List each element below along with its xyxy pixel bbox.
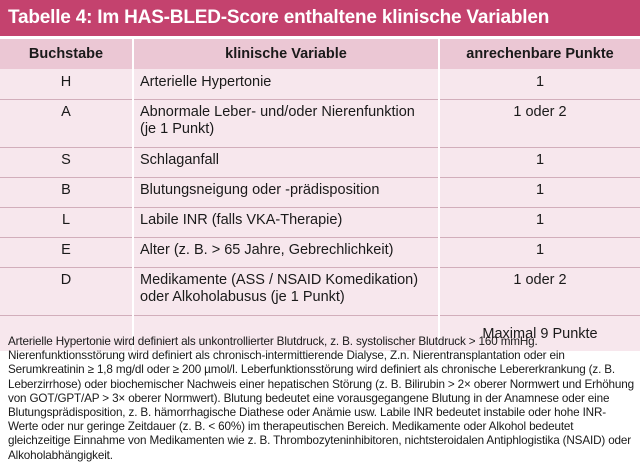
row-letter: E (0, 238, 133, 268)
has-bled-table (0, 39, 640, 351)
row-points: 1 (439, 238, 640, 268)
table-row (0, 148, 640, 178)
row-variable: Alter (z. B. > 65 Jahre, Gebrechlichkeit) (133, 238, 439, 268)
row-points: 1 oder 2 (439, 100, 640, 148)
row-letter: H (0, 69, 133, 100)
table-header-row (0, 39, 640, 69)
header-letter: Buchstabe (0, 39, 133, 69)
row-letter: A (0, 100, 133, 148)
row-points: 1 (439, 69, 640, 100)
table-footnote (8, 335, 636, 463)
table-row (0, 238, 640, 268)
row-variable: Arterielle Hypertonie (133, 69, 439, 100)
header-points: anrechenbare Punkte (439, 39, 640, 69)
total-points: Maximal 9 Punkte (439, 316, 640, 352)
row-variable: Medikamente (ASS / NSAID Komedikation) oder Alkoholabusus (je 1 Punkt) (133, 268, 439, 316)
table-row (0, 208, 640, 238)
row-variable: Labile INR (falls VKA-Therapie) (133, 208, 439, 238)
table-title: Tabelle 4: Im HAS-BLED-Score enthaltene klinische Variablen (0, 0, 640, 36)
row-letter: D (0, 268, 133, 316)
row-points: 1 oder 2 (439, 268, 640, 316)
row-letter: B (0, 178, 133, 208)
row-points: 1 (439, 148, 640, 178)
table-row (0, 69, 640, 100)
footnote-text: Arterielle Hypertonie wird definiert als unkontrollierter Blutdruck, z. B. systolischer Blutdruck > 160 mmHg. Nierenfunktionsstörung wird definiert als chronisch-intermittierende Dialyse, Z.n. Nierentransplantation oder ein Serumkreatinin ≥ 1,8 mg/dl oder ≥ 200 µmol/l. Leberfunktionsstörung wird definiert als chronische Lebererkrankung (z. B. Leberzirrhose) oder biochemischer Nachweis einer hepatischen Störung (z. B. Bilirubin > 2× oberer Normwert und Erhöhung von GOT/GPT/AP > 3× oberer Normwert). Blutung bedeutet eine vorausgegangene Blutung in der Anamnese oder eine Blutungsprädisposition, z. B. hämorrhagische Diathese oder Anämie usw. Labile INR bedeutet instabile oder hohe INR-Werte oder nur geringe Zeitdauer (z. B. < 60%) im therapeutischen Bereich. Medikamente oder Alkohol bedeutet gleichzeitige Einnahme von Medikamenten wie z. B. Thrombozyteninhibitoren, nichtsteroidalen Antiphlogistika (NSAID) oder Alkoholabhängigkeit. (8, 335, 634, 462)
header-variable: klinische Variable (133, 39, 439, 69)
row-variable: Abnormale Leber- und/oder Nierenfunktion (je 1 Punkt) (133, 100, 439, 148)
table-row (0, 268, 640, 316)
row-points: 1 (439, 178, 640, 208)
table-row (0, 100, 640, 148)
row-points: 1 (439, 208, 640, 238)
row-letter: S (0, 148, 133, 178)
table-row (0, 178, 640, 208)
row-letter: L (0, 208, 133, 238)
row-variable: Blutungsneigung oder -prädisposition (133, 178, 439, 208)
row-variable: Schlaganfall (133, 148, 439, 178)
